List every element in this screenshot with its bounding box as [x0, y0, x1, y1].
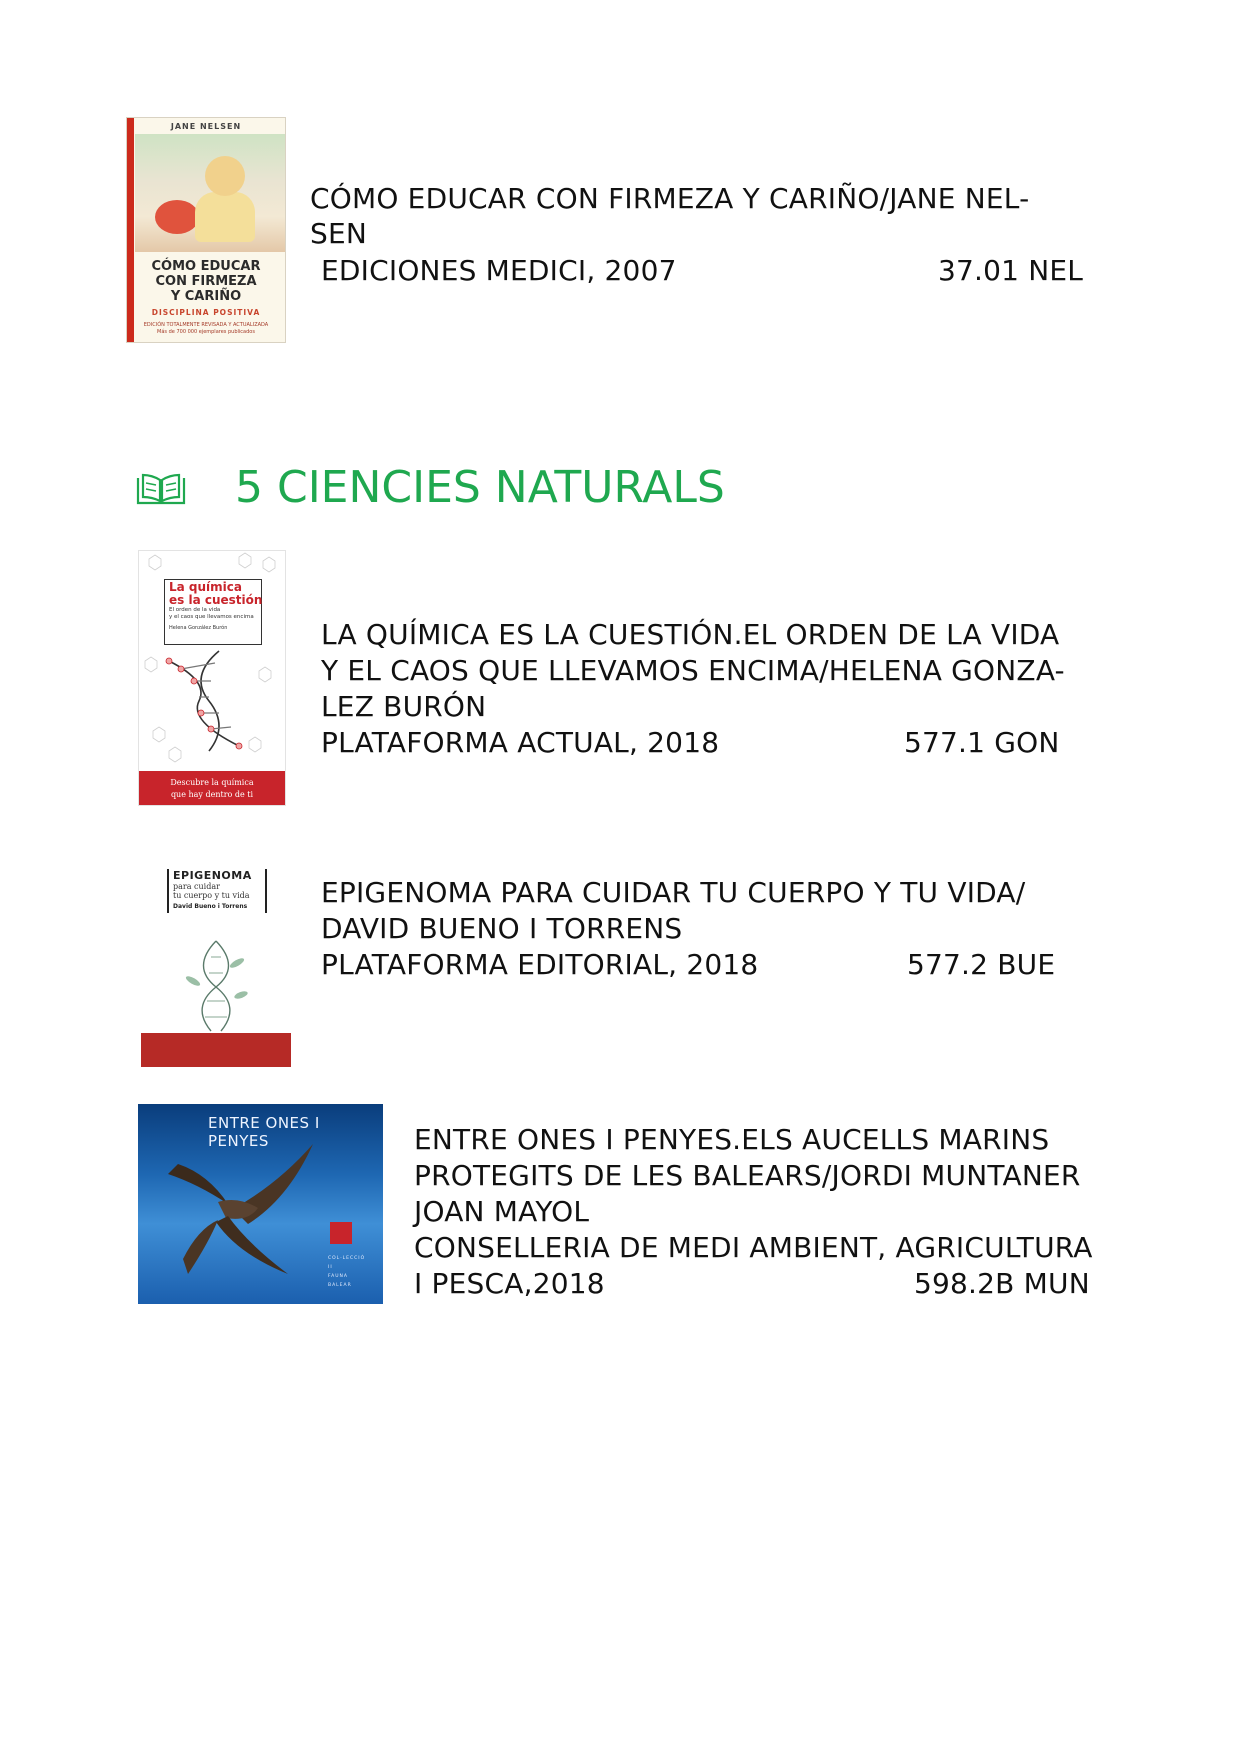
publisher-logo [330, 1222, 352, 1244]
cover-toy [155, 200, 199, 234]
cover-dna-plant-illustration [171, 937, 261, 1033]
book-call-number: 577.2 BUE [907, 948, 1056, 981]
cover-note: EDICIÓN TOTALMENTE REVISADA Y ACTUALIZADA Más de 700 000 ejemplares publicados [143, 322, 269, 335]
book-call-number: 37.01 NEL [938, 254, 1084, 287]
cover-title: ENTRE ONES I PENYES [208, 1114, 320, 1150]
cover-subtitle: DISCIPLINA POSITIVA [151, 308, 261, 317]
book-title-line: LA QUÍMICA ES LA CUESTIÓN.EL ORDEN DE LA VIDA [321, 618, 1060, 651]
cover-child-body [195, 192, 255, 242]
book-title-line: LEZ BURÓN [321, 690, 487, 723]
cover-author: David Bueno i Torrens [173, 903, 248, 910]
book-title-line: DAVID BUENO I TORRENS [321, 912, 683, 945]
book-publisher: EDICIONES MEDICI, 2007 [321, 254, 677, 287]
cover-author: JANE NELSEN [170, 122, 242, 131]
book-title-line: EPIGENOMA PARA CUIDAR TU CUERPO Y TU VIDA/ [321, 876, 1026, 909]
cover-child-head [205, 156, 245, 196]
book-title-line: CÓMO EDUCAR CON FIRMEZA Y CARIÑO/JANE NEL- [310, 182, 1030, 215]
book-publisher: I PESCA,2018 [414, 1267, 605, 1300]
cover-collection: COL·LECCIÓ II FAUNA BALEAR [328, 1256, 366, 1288]
cover-photo [135, 134, 285, 252]
book-cover-la-quimica [138, 550, 286, 806]
book-call-number: 577.1 GON [904, 726, 1060, 759]
open-book-icon [135, 473, 187, 507]
cover-author: Helena González Burón [169, 625, 228, 631]
book-title-line: Y EL CAOS QUE LLEVAMOS ENCIMA/HELENA GONZA- [321, 654, 1065, 687]
book-publisher: PLATAFORMA ACTUAL, 2018 [321, 726, 720, 759]
book-title-line: JOAN MAYOL [414, 1195, 590, 1228]
book-title-line: PROTEGITS DE LES BALEARS/JORDI MUNTANER [414, 1159, 1081, 1192]
book-title-line: ENTRE ONES I PENYES.ELS AUCELLS MARINS [414, 1123, 1050, 1156]
section-heading: 5 CIENCIES NATURALS [235, 462, 725, 513]
book-title-line: SEN [310, 217, 368, 250]
book-cover-entre-ones-i-penyes [138, 1104, 383, 1304]
book-publisher: PLATAFORMA EDITORIAL, 2018 [321, 948, 759, 981]
cover-title: CÓMO EDUCAR CON FIRMEZA Y CARIÑO [151, 259, 261, 304]
book-cover-epigenoma [141, 867, 291, 1067]
book-call-number: 598.2B MUN [914, 1267, 1090, 1300]
cover-subtitle: El orden de la vida y el caos que llevamos encima [169, 607, 254, 620]
cover-subtitle: para cuidar tu cuerpo y tu vida [173, 882, 250, 900]
book-cover-como-educar [126, 117, 286, 343]
cover-band-text: Descubre la química que hay dentro de ti [170, 778, 254, 799]
cover-title: EPIGENOMA [173, 869, 252, 882]
cover-title: La química es la cuestión [169, 580, 263, 607]
book-title-line: CONSELLERIA DE MEDI AMBIENT, AGRICULTURA [414, 1231, 1093, 1264]
cover-band [141, 1033, 291, 1067]
